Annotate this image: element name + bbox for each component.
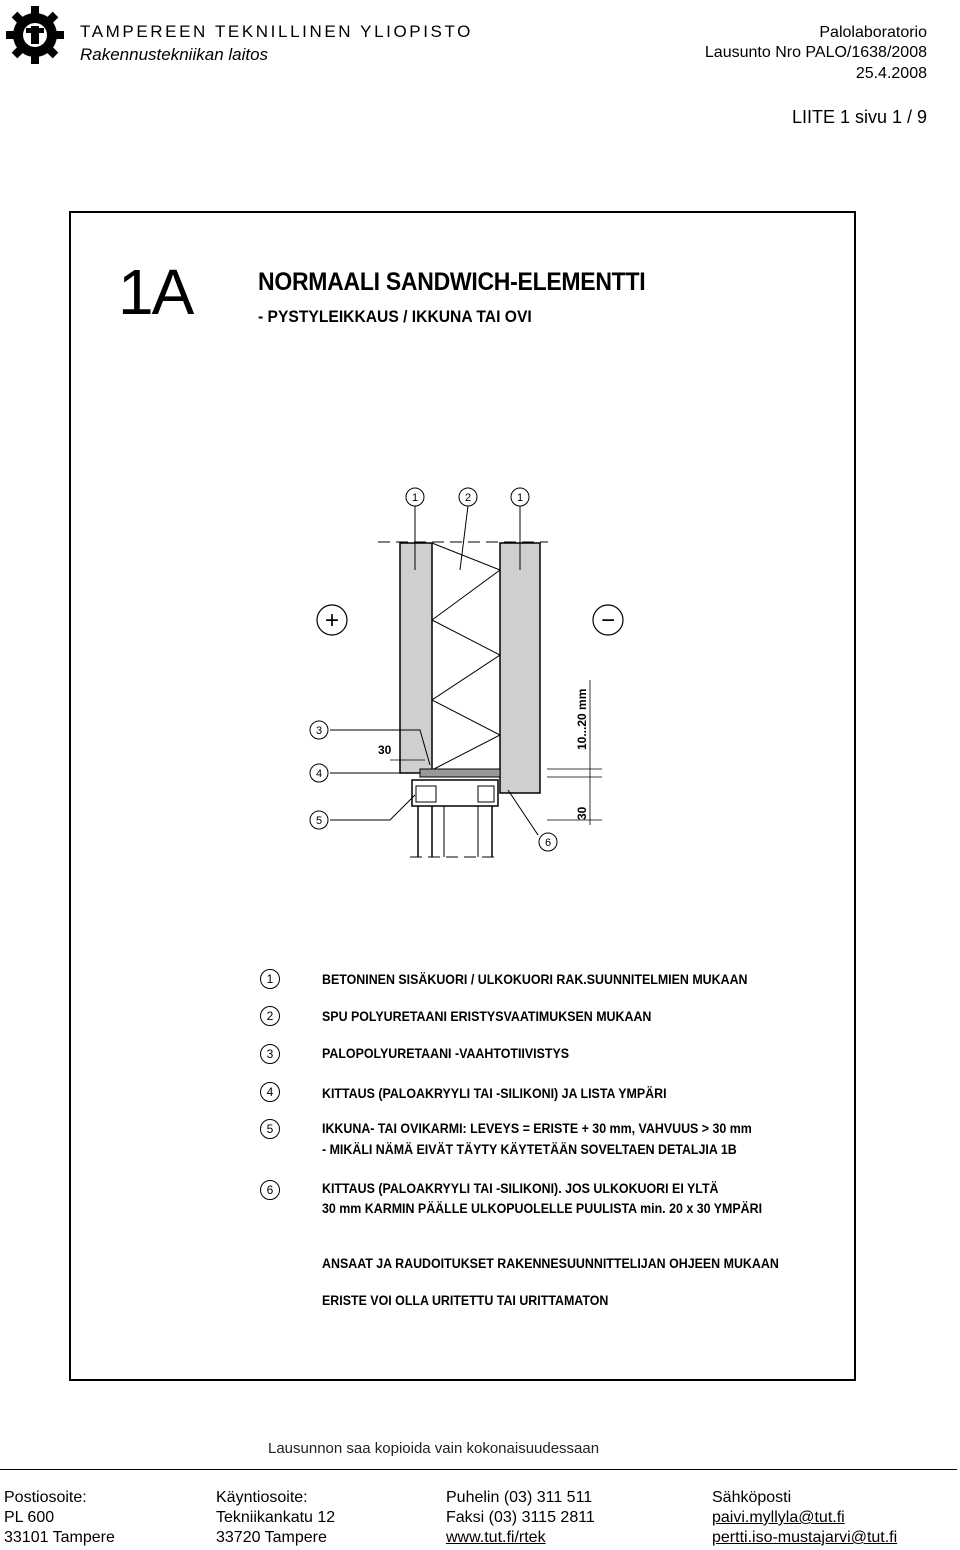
callout-1b: 1 [516,492,524,504]
footer-postal-city: 33101 Tampere [4,1529,115,1546]
legend-number: 5 [260,1119,280,1139]
callout-6: 6 [544,837,552,849]
university-name: TAMPEREEN TEKNILLINEN YLIOPISTO [80,22,473,41]
legend-number: 4 [260,1082,280,1102]
drawing-subtitle: - PYSTYLEIKKAUS / IKKUNA TAI OVI [258,307,532,326]
plus-sign: + [324,607,340,634]
appendix-page: LIITE 1 sivu 1 / 9 [791,107,927,127]
callout-1a: 1 [411,492,419,504]
inner-concrete-wythe [400,543,432,773]
legend-number: 2 [260,1006,280,1026]
lab-name: Palolaboratorio [819,24,927,41]
dim-30-vertical: 30 [575,806,589,820]
footer-email [712,1488,897,1548]
footer-website-link[interactable]: www.tut.fi/rtek [446,1529,546,1546]
footer-phone [446,1488,595,1548]
legend-text: IKKUNA- TAI OVIKARMI: LEVEYS = ERISTE + 30 mm, VAHVUUS > 30 mm [322,1121,752,1136]
dim-30-horizontal: 30 [378,743,392,757]
footer-divider [0,1469,957,1470]
footer-phone-number: Puhelin (03) 311 511 [446,1489,593,1506]
copy-notice: Lausunnon saa kopioida vain kokonaisuudessaan [268,1440,600,1457]
footer-email-link-1[interactable]: paivi.myllyla@tut.fi [712,1509,845,1526]
footer-postal [4,1488,115,1548]
legend-number: 6 [260,1180,280,1200]
legend-text: 30 mm KARMIN PÄÄLLE ULKOPUOLELLE PUULISTA min. 20 x 30 YMPÄRI [322,1201,763,1216]
statement-date: 25.4.2008 [855,65,927,82]
drawing-title: NORMAALI SANDWICH-ELEMENTTI [258,268,646,296]
note-reinforcement: ANSAAT JA RAUDOITUKSET RAKENNESUUNNITTELIJAN OHJEEN MUKAAN [322,1256,779,1271]
insulation-zigzag [432,543,500,770]
legend-text: PALOPOLYURETAANI -VAAHTOTIIVISTYS [322,1046,570,1061]
dim-gap: 10...20 mm [575,688,589,750]
callout-3: 3 [315,725,323,737]
callout-2: 2 [464,492,472,504]
legend-text: KITTAUS (PALOAKRYYLI TAI -SILIKONI) JA LISTA YMPÄRI [322,1086,667,1101]
minus-sign: − [600,607,616,634]
legend-text: KITTAUS (PALOAKRYYLI TAI -SILIKONI). JOS ULKOKUORI EI YLTÄ [322,1181,719,1196]
footer-email-link-2[interactable]: pertti.iso-mustajarvi@tut.fi [712,1529,898,1546]
sealant-strip [420,769,500,777]
university-logo [4,4,66,66]
footer-fax-number: Faksi (03) 3115 2811 [446,1509,595,1526]
callout-5: 5 [315,815,323,827]
footer-visit [216,1488,335,1548]
gear-logo-icon [4,4,66,66]
footer-postal-box: PL 600 [4,1509,55,1526]
legend-text: - MIKÄLI NÄMÄ EIVÄT TÄYTY KÄYTETÄÄN SOVELTAEN DETALJIA 1B [322,1142,737,1157]
section-drawing [290,480,630,865]
legend-number: 3 [260,1044,280,1064]
footer-visit-label: Käyntiosoite: [216,1489,308,1506]
footer-postal-label: Postiosoite: [4,1489,87,1506]
department-name: Rakennustekniikan laitos [80,45,269,64]
footer-email-label: Sähköposti [712,1489,792,1506]
footer-visit-street: Tekniikankatu 12 [216,1509,336,1526]
statement-number: Lausunto Nro PALO/1638/2008 [704,44,927,61]
callout-4: 4 [315,768,323,780]
outer-concrete-wythe [500,543,540,793]
footer-visit-city: 33720 Tampere [216,1529,327,1546]
legend-text: SPU POLYURETAANI ERISTYSVAATIMUKSEN MUKAAN [322,1009,652,1024]
note-insulation: ERISTE VOI OLLA URITETTU TAI URITTAMATON [322,1293,609,1308]
detail-id: 1A [118,256,193,328]
legend-text: BETONINEN SISÄKUORI / ULKOKUORI RAK.SUUNNITELMIEN MUKAAN [322,972,748,987]
legend-number: 1 [260,969,280,989]
